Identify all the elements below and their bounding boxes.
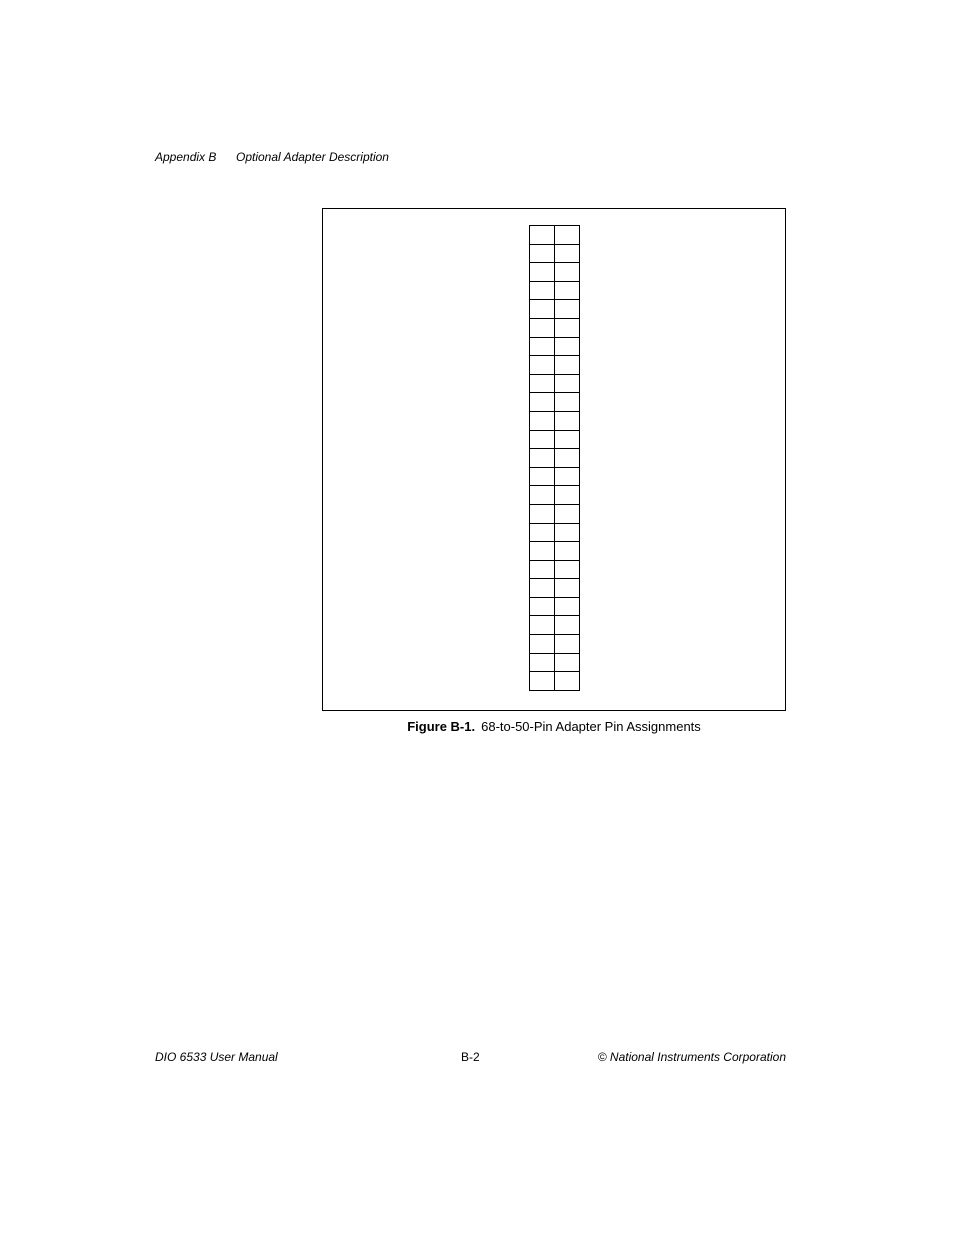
connector-pin-cell: [555, 300, 580, 319]
connector-pin-cell: [555, 449, 580, 468]
connector-pin-cell: [530, 374, 555, 393]
connector-pin-cell: [530, 281, 555, 300]
connector-pin-cell: [555, 356, 580, 375]
connector-row: [530, 263, 580, 282]
connector-pin-cell: [530, 597, 555, 616]
connector-pin-cell: [555, 635, 580, 654]
connector-pin-cell: [555, 579, 580, 598]
connector-row: [530, 504, 580, 523]
connector-row: [530, 318, 580, 337]
running-header: [155, 150, 389, 164]
connector-pin-cell: [555, 653, 580, 672]
connector-pin-cell: [555, 486, 580, 505]
footer-page-number: B-2: [461, 1050, 480, 1064]
connector-row: [530, 672, 580, 691]
connector-pin-cell: [530, 635, 555, 654]
connector-row: [530, 467, 580, 486]
connector-pin-cell: [530, 430, 555, 449]
connector-pin-cell: [530, 263, 555, 282]
connector-row: [530, 226, 580, 245]
connector-row: [530, 281, 580, 300]
connector-pin-cell: [530, 411, 555, 430]
figure-label: Figure B-1.: [407, 719, 476, 734]
connector-pin-cell: [530, 560, 555, 579]
connector-pin-grid: [529, 225, 580, 691]
figure-title: 68-to-50-Pin Adapter Pin Assignments: [481, 719, 701, 734]
header-chapter: Appendix B: [155, 150, 217, 164]
connector-row: [530, 560, 580, 579]
connector-pin-cell: [530, 616, 555, 635]
connector-pin-cell: [530, 244, 555, 263]
connector-pin-cell: [555, 560, 580, 579]
connector-pin-cell: [555, 244, 580, 263]
connector-pin-cell: [555, 430, 580, 449]
connector-row: [530, 411, 580, 430]
connector-pin-cell: [555, 411, 580, 430]
footer-copyright: © National Instruments Corporation: [597, 1050, 786, 1064]
connector-pin-cell: [530, 486, 555, 505]
connector-row: [530, 616, 580, 635]
connector-pin-cell: [555, 281, 580, 300]
connector-pin-cell: [530, 653, 555, 672]
connector-row: [530, 449, 580, 468]
connector-pin-cell: [530, 579, 555, 598]
header-section: Optional Adapter Description: [236, 150, 389, 164]
connector-row: [530, 653, 580, 672]
connector-row: [530, 244, 580, 263]
connector-pin-cell: [555, 318, 580, 337]
connector-pin-cell: [530, 337, 555, 356]
connector-row: [530, 486, 580, 505]
connector-pin-cell: [530, 318, 555, 337]
figure-caption: [322, 719, 786, 734]
connector-pin-cell: [555, 523, 580, 542]
connector-pin-cell: [530, 393, 555, 412]
connector-pin-cell: [555, 672, 580, 691]
footer-manual-title: DIO 6533 User Manual: [155, 1050, 278, 1064]
connector-pin-cell: [555, 374, 580, 393]
connector-pin-cell: [555, 597, 580, 616]
connector-pin-cell: [530, 300, 555, 319]
connector-pin-cell: [555, 263, 580, 282]
connector-pin-cell: [530, 449, 555, 468]
connector-row: [530, 430, 580, 449]
connector-pin-cell: [530, 356, 555, 375]
connector-pin-cell: [555, 467, 580, 486]
connector-row: [530, 300, 580, 319]
connector-pin-cell: [555, 393, 580, 412]
connector-pin-cell: [555, 616, 580, 635]
connector-row: [530, 393, 580, 412]
connector-row: [530, 542, 580, 561]
connector-row: [530, 579, 580, 598]
connector-pin-cell: [530, 467, 555, 486]
connector-pin-cell: [555, 226, 580, 245]
connector-pin-cell: [555, 337, 580, 356]
connector-pin-cell: [530, 226, 555, 245]
connector-row: [530, 597, 580, 616]
connector-pin-cell: [530, 672, 555, 691]
connector-pin-cell: [530, 542, 555, 561]
connector-row: [530, 356, 580, 375]
connector-pin-cell: [530, 504, 555, 523]
connector-row: [530, 337, 580, 356]
connector-row: [530, 374, 580, 393]
connector-row: [530, 635, 580, 654]
figure-frame: [322, 208, 786, 711]
connector-pin-cell: [530, 523, 555, 542]
connector-pin-cell: [555, 504, 580, 523]
connector-row: [530, 523, 580, 542]
connector-pin-cell: [555, 542, 580, 561]
